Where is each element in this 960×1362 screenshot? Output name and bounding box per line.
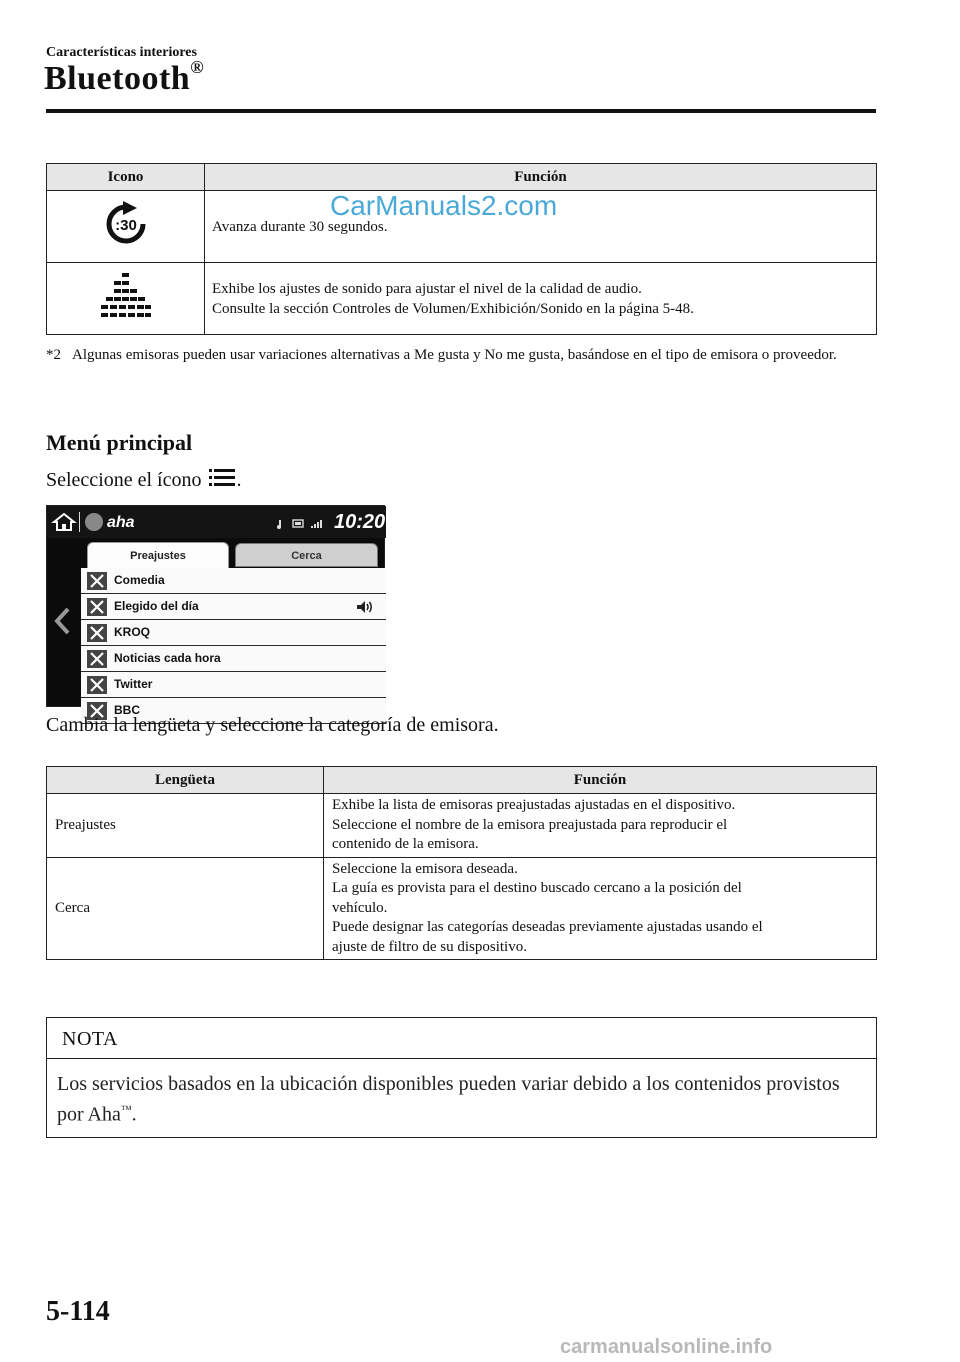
function-line: La guía es provista para el destino buscado cercano a la posición del bbox=[332, 880, 742, 896]
tab-cerca[interactable]: Cerca bbox=[235, 543, 378, 567]
function-line: ajuste de filtro de su dispositivo. bbox=[332, 938, 527, 955]
app-name: aha bbox=[107, 514, 135, 531]
function-cell bbox=[205, 263, 877, 335]
function-line: Consulte la sección Controles de Volumen/Exhibición/Sonido en la página 5-48. bbox=[212, 300, 694, 317]
list-item[interactable] bbox=[81, 568, 386, 594]
station-logo-icon bbox=[87, 676, 107, 694]
station-logo-icon bbox=[87, 572, 107, 590]
section-heading: Menú principal bbox=[46, 430, 193, 455]
page-title bbox=[44, 56, 205, 98]
function-line: contenido de la emisora. bbox=[332, 836, 479, 852]
footnote bbox=[46, 346, 846, 365]
aha-app-icon bbox=[85, 513, 103, 531]
speaker-icon bbox=[356, 600, 374, 614]
instruction-end: . bbox=[236, 469, 242, 491]
skip-forward-30-icon bbox=[103, 201, 149, 247]
function-line: vehículo. bbox=[332, 899, 388, 916]
station-logo-icon bbox=[87, 624, 107, 642]
page-title-text: Bluetooth bbox=[44, 60, 191, 97]
function-line: Seleccione la emisora deseada. bbox=[332, 860, 518, 877]
table-row bbox=[47, 857, 877, 960]
list-item[interactable] bbox=[81, 646, 386, 672]
clock: 10:20 bbox=[334, 511, 386, 533]
status-icons bbox=[277, 517, 329, 529]
screen-status-bar bbox=[47, 506, 386, 538]
svg-text::30: :30 bbox=[114, 217, 137, 234]
function-cell bbox=[324, 794, 877, 858]
column-header-function: Función bbox=[324, 767, 877, 794]
menu-list-icon bbox=[209, 468, 235, 488]
status-divider bbox=[79, 512, 80, 532]
function-line: Seleccione el nombre de la emisora preajustada para reproducir el bbox=[332, 816, 728, 833]
station-list bbox=[81, 568, 386, 724]
registered-mark: ® bbox=[190, 56, 205, 77]
note-heading: NOTA bbox=[47, 1018, 876, 1059]
trademark-mark: ™ bbox=[120, 1104, 132, 1116]
home-icon[interactable] bbox=[53, 513, 75, 531]
watermark-top: CarManuals2.com bbox=[330, 190, 558, 221]
screen-caption: Cambia la lengüeta y seleccione la categoría de emisora. bbox=[46, 714, 499, 736]
back-arrow-icon[interactable] bbox=[53, 606, 71, 636]
list-item[interactable] bbox=[81, 594, 386, 620]
page-number: 5-114 bbox=[46, 1296, 110, 1327]
table-row bbox=[47, 794, 877, 858]
sound-levels-icon bbox=[99, 271, 153, 321]
function-line: Exhibe los ajustes de sonido para ajustar el nivel de la calidad de audio. bbox=[212, 280, 642, 297]
table-header-row bbox=[47, 767, 877, 794]
footnote-mark: *2 bbox=[46, 347, 61, 363]
section-instruction bbox=[46, 468, 242, 492]
station-name: Twitter bbox=[114, 677, 153, 691]
list-item[interactable] bbox=[81, 620, 386, 646]
tab-cell: Cerca bbox=[47, 857, 324, 960]
aha-screen bbox=[46, 505, 386, 717]
icon-cell bbox=[47, 191, 205, 263]
station-logo-icon bbox=[87, 598, 107, 616]
icon-function-table bbox=[46, 163, 877, 335]
station-logo-icon bbox=[87, 650, 107, 668]
column-header-function: Función bbox=[205, 164, 877, 191]
list-item[interactable] bbox=[81, 672, 386, 698]
table-header-row bbox=[47, 164, 877, 191]
note-end: . bbox=[131, 1103, 137, 1126]
column-header-tab: Lengüeta bbox=[47, 767, 324, 794]
station-name: BBC bbox=[114, 703, 140, 717]
tab-preajustes[interactable]: Preajustes bbox=[87, 542, 229, 568]
function-line: Puede designar las categorías deseadas previamente ajustadas usando el bbox=[332, 919, 763, 935]
column-header-icon: Icono bbox=[47, 164, 205, 191]
table-row bbox=[47, 263, 877, 335]
note-body-text: Los servicios basados en la ubicación disponibles pueden variar debido a los contenidos provistos por Aha bbox=[57, 1073, 840, 1126]
station-name: Elegido del día bbox=[114, 599, 199, 613]
tab-cell: Preajustes bbox=[47, 794, 324, 858]
note-text bbox=[47, 1059, 876, 1128]
footnote-text: Algunas emisoras pueden usar variaciones alternativas a Me gusta y No me gusta, basándose en el tipo de emisora o proveedor. bbox=[72, 347, 837, 363]
function-cell bbox=[324, 857, 877, 960]
header-rule bbox=[46, 109, 876, 113]
watermark-bottom: carmanualsonline.info bbox=[560, 1336, 773, 1358]
station-name: Comedia bbox=[114, 573, 165, 587]
instruction-text: Seleccione el ícono bbox=[46, 469, 202, 491]
section-label: Características interiores bbox=[46, 45, 197, 60]
function-line: Exhibe la lista de emisoras preajustadas ajustadas en el dispositivo. bbox=[332, 797, 736, 813]
station-name: KROQ bbox=[114, 625, 150, 639]
function-line: Avanza durante 30 segundos. bbox=[212, 218, 388, 235]
note-box bbox=[46, 1017, 877, 1138]
station-name: Noticias cada hora bbox=[114, 651, 221, 665]
icon-cell bbox=[47, 263, 205, 335]
tab-function-table bbox=[46, 766, 877, 960]
